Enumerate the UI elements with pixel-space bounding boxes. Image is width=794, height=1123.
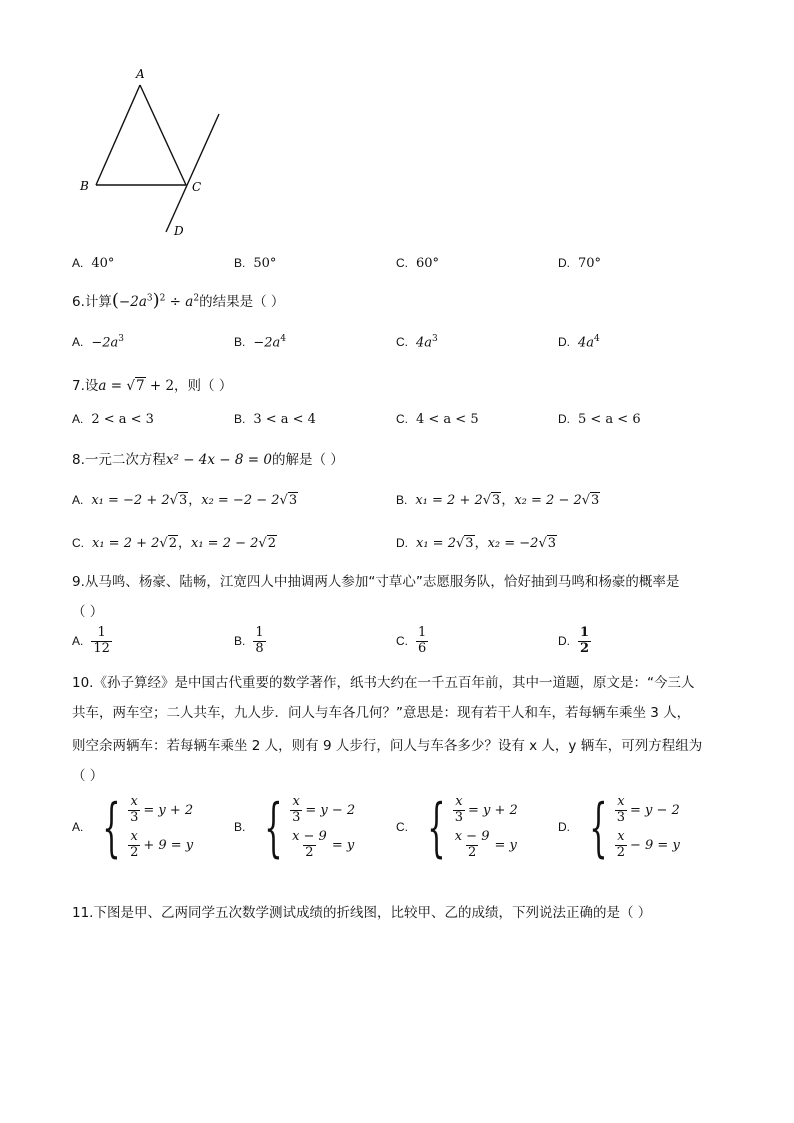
question-9-line-2: （ ） [72, 604, 104, 620]
q10-option-b[interactable]: B. { $\frac{x}{3}$ = y − 2 $\frac{x - 9}{2}$ = y [234, 790, 356, 865]
q6-option-b[interactable]: B. $-2a^4$ [234, 334, 286, 351]
q8-option-a[interactable]: A. x₁ = −2 + 2√3，x₂ = −2 − 2√3 [72, 493, 298, 508]
q10-option-d[interactable]: D. { $\frac{x}{3}$ = y − 2 $\frac{x}{2}$ − 9 = y [558, 790, 680, 865]
q10-option-a[interactable]: A. { $\frac{x}{3}$ = y + 2 $\frac{x}{2}$ + 9 = y [72, 790, 194, 865]
question-10-line-3: 则空余两辆车：若每辆车乘坐 2 人，则有 9 人步行，问人与车各多少？设有 x 人，y 辆车，可列方程组为 [72, 738, 703, 754]
point-a-label: A [136, 67, 145, 81]
point-c-label: C [192, 180, 202, 194]
point-d-label: D [174, 224, 184, 238]
triangle-figure [70, 60, 240, 245]
q5-option-b[interactable]: B. 50° [234, 256, 277, 271]
q7-option-a[interactable]: A. 2 < a < 3 [72, 412, 154, 427]
q9-option-b[interactable]: B. $\frac{1}{8}$ [234, 625, 264, 656]
question-6: 6.计算$(-2a^3)^2 \div a^2$的结果是（ ） [72, 290, 285, 311]
q7-option-b[interactable]: B. 3 < a < 4 [234, 412, 316, 427]
point-b-label: B [80, 179, 89, 193]
q6-option-a[interactable]: A. $-2a^3$ [72, 334, 124, 351]
q5-option-a[interactable]: A. 40° [72, 256, 115, 271]
q8-option-b[interactable]: B. x₁ = 2 + 2√3，x₂ = 2 − 2√3 [396, 493, 600, 508]
q8-option-c[interactable]: C. x₁ = 2 + 2√2，x₁ = 2 − 2√2 [72, 536, 276, 551]
q6-option-c[interactable]: C. $4a^3$ [396, 334, 438, 351]
question-8: 8.一元二次方程x² − 4x − 8 = 0的解是（ ） [72, 452, 344, 468]
q7-option-c[interactable]: C. 4 < a < 5 [396, 412, 479, 427]
q9-option-d[interactable]: D. $\frac{1}{2}$ [558, 625, 590, 656]
question-9-line-1: 9.从马鸣、杨豪、陆畅，江宽四人中抽调两人参加“寸草心”志愿服务队，恰好抽到马鸣和杨豪的概率是 [72, 574, 680, 590]
question-7: 7.设a = √7 + 2，则（ ） [72, 378, 233, 394]
q9-option-c[interactable]: C. $\frac{1}{6}$ [396, 625, 427, 656]
question-10-line-2: 共车，两车空；二人共车，九人步．问人与车各几何？”意思是：现有若干人和车，若每辆车乘坐 3 人， [72, 705, 691, 721]
question-11: 11.下图是甲、乙两同学五次数学测试成绩的折线图，比较甲、乙的成绩，下列说法正确的是（ ） [72, 905, 652, 921]
q8-option-d[interactable]: D. x₁ = 2√3，x₂ = −2√3 [396, 536, 557, 551]
q5-option-c[interactable]: C. 60° [396, 256, 440, 271]
q6-option-d[interactable]: D. $4a^4$ [558, 334, 600, 351]
question-10-line-1: 10.《孙子算经》是中国古代重要的数学著作，纸书大约在一千五百年前，其中一道题，原文是：“今三人 [72, 675, 695, 691]
question-10-line-4: （ ） [72, 768, 104, 784]
q7-option-d[interactable]: D. 5 < a < 6 [558, 412, 641, 427]
q5-option-d[interactable]: D. 70° [558, 256, 602, 271]
q9-option-a[interactable]: A. $\frac{1}{12}$ [72, 625, 110, 656]
q10-option-c[interactable]: C. { $\frac{x}{3}$ = y + 2 $\frac{x - 9}{2}$ = y [396, 790, 518, 865]
